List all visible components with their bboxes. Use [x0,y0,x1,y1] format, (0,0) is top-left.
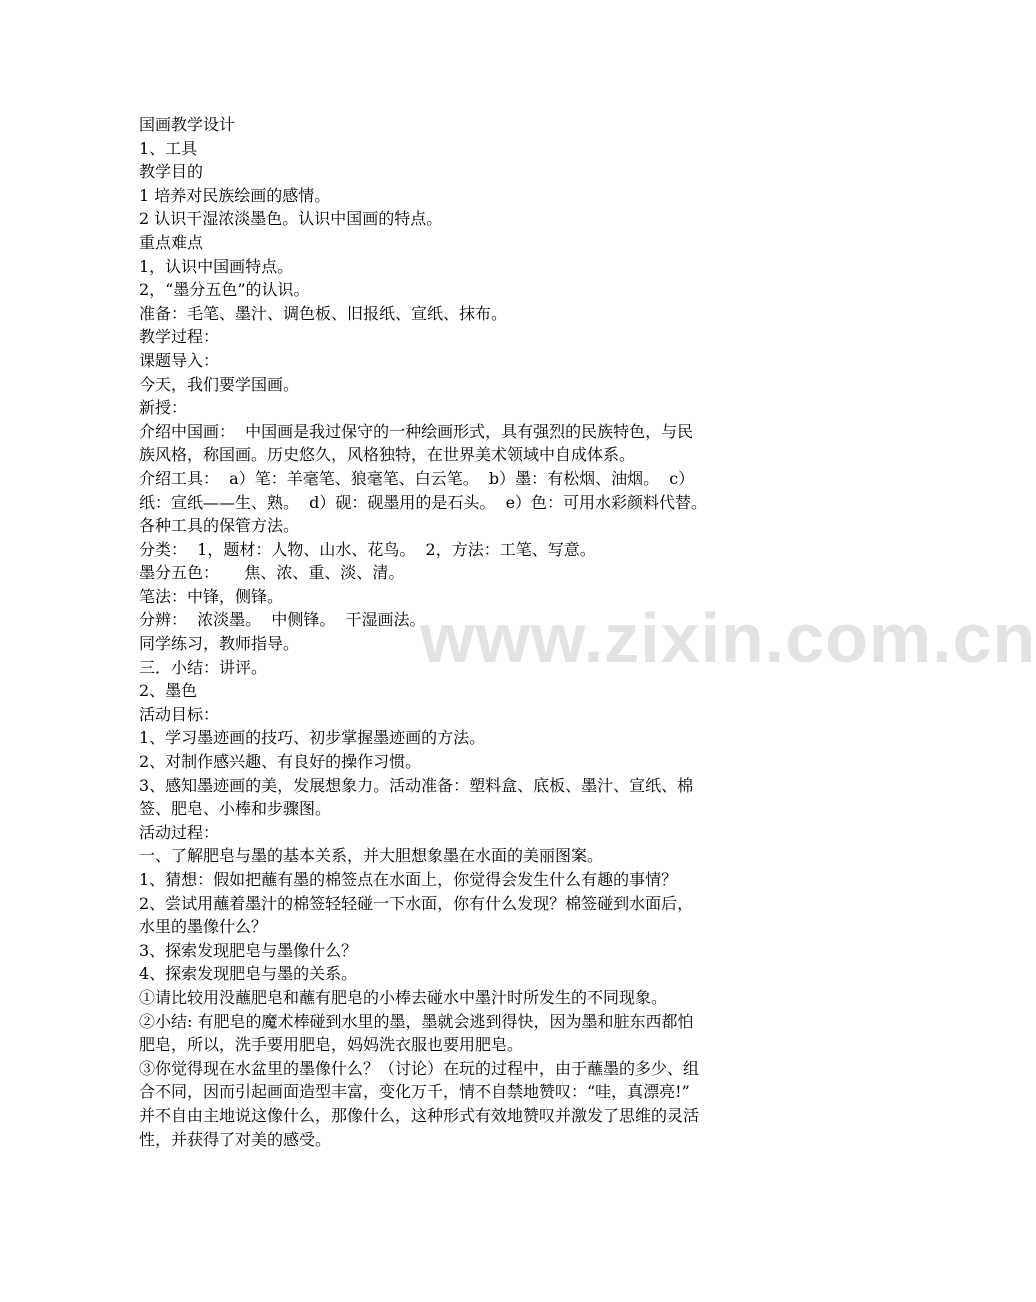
text-line: 活动目标： [139,704,220,724]
text-line: 各种工具的保管方法。 [139,516,300,536]
text-line: 水里的墨像什么？ [139,917,268,937]
text-line: 1、猜想：假如把蘸有墨的棉签点在水面上，你觉得会发生什么有趣的事情？ [139,870,678,889]
text-line: 墨分五色： 焦、浓、重、淡、清。 [139,563,405,583]
text-line: 3、探索发现肥皂与墨像什么？ [139,940,358,960]
text-line: 并不自由主地说这像什么，那像什么，这种形式有效地赞叹并激发了思维的灵活 [139,1105,700,1125]
text-line: 1 培养对民族绘画的感情。 [139,185,331,205]
text-line: ③你觉得现在水盆里的墨像什么？（讨论）在玩的过程中，由于蘸墨的多少、组 [139,1058,700,1078]
text-line: 介绍工具： a）笔：羊毫笔、狼毫笔、白云笔。 b）墨：有松烟、油烟。 c） [139,468,695,488]
text-line: 介绍中国画： 中国画是我过保守的一种绘画形式，具有强烈的民族特色，与民 [139,421,694,441]
text-line: 教学过程： [139,327,220,347]
text-line: 1、学习墨迹画的技巧、初步掌握墨迹画的方法。 [139,728,486,748]
text-line: 性，并获得了对美的感受。 [139,1129,332,1149]
text-line: 4、探索发现肥皂与墨的关系。 [139,964,358,984]
text-line: 签、肥皂、小棒和步骤图。 [139,799,332,819]
text-line: 合不同，因而引起画面造型丰富，变化万千，情不自禁地赞叹：“哇，真漂亮!” [139,1082,690,1102]
text-line: 2 认识干湿浓淡墨色。认识中国画的特点。 [139,209,443,229]
text-line: 国画教学设计 [139,115,236,134]
text-line: ②小结: 有肥皂的魔术棒碰到水里的墨，墨就会逃到得快，因为墨和脏东西都怕 [139,1011,694,1031]
text-line: 笔法：中锋，侧锋。 [139,586,284,606]
text-line: 同学练习，教师指导。 [139,634,300,654]
text-line: 课题导入： [139,350,220,370]
text-line: 2、墨色 [139,681,198,701]
text-line: 活动过程： [139,822,220,842]
text-line: 肥皂，所以，洗手要用肥皂，妈妈洗衣服也要用肥皂。 [139,1035,524,1055]
text-line: 1、工具 [139,138,198,158]
text-line: 分辨： 浓淡墨。 中侧锋。 干湿画法。 [139,610,426,630]
text-line: 族风格，称国画。历史悠久，风格独特，在世界美术领域中自成体系。 [139,445,636,465]
text-line: 纸：宣纸——生、熟。 d）砚：砚墨用的是石头。 e）色：可用水彩颜料代替。 [139,492,708,512]
text-line: 2、尝试用蘸着墨汁的棉签轻轻碰一下水面，你有什么发现？棉签碰到水面后， [139,893,694,913]
text-line: 重点难点 [139,232,204,252]
text-line: 2，“墨分五色”的认识。 [139,280,310,300]
text-line: 新授： [139,398,188,418]
text-line: 3、感知墨迹画的美，发展想象力。活动准备：塑料盒、底板、墨汁、宣纸、棉 [139,775,694,795]
document-body [139,113,799,1151]
text-line: 2、对制作感兴趣、有良好的操作习惯。 [139,752,422,772]
text-line: 三．小结：讲评。 [139,657,268,677]
watermark: www.zixin.com.cn [420,599,1036,677]
text-line: 教学目的 [139,162,204,182]
text-line: ①请比较用没蘸肥皂和蘸有肥皂的小棒去碰水中墨汁时所发生的不同现象。 [139,987,668,1007]
text-line: 分类： 1，题材：人物、山水、花鸟。 2，方法：工笔、写意。 [139,539,596,559]
text-line: 准备：毛笔、墨汁、调色板、旧报纸、宣纸、抹布。 [139,303,508,323]
text-line: 1，认识中国画特点。 [139,256,294,276]
text-line: 今天，我们要学国画。 [139,374,300,394]
text-line: 一、了解肥皂与墨的基本关系，并大胆想象墨在水面的美丽图案。 [139,846,604,866]
